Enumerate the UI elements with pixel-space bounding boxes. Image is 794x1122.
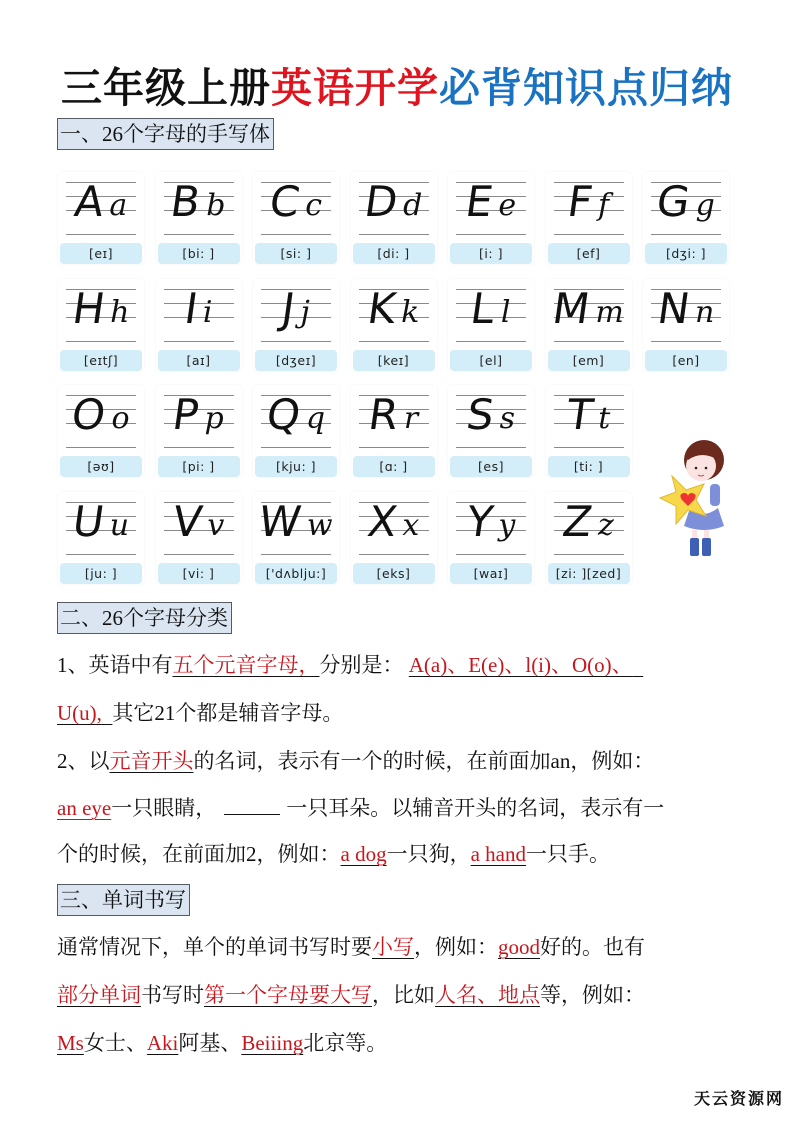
uppercase-letter: P bbox=[169, 390, 203, 439]
uppercase-letter: A bbox=[71, 177, 107, 226]
letter-card-z bbox=[546, 492, 632, 584]
phonetic-label: [dʒi: ] bbox=[645, 243, 727, 264]
letter-glyph bbox=[64, 497, 138, 546]
phonetic-label: [keɪ] bbox=[353, 350, 435, 371]
letter-glyph bbox=[649, 177, 723, 226]
ww-names-places: 人名、地点 bbox=[435, 983, 540, 1007]
uppercase-letter: L bbox=[468, 284, 499, 333]
letter-card-e bbox=[448, 172, 534, 264]
item2-vowel-start: 元音开头 bbox=[109, 749, 194, 773]
uppercase-letter: E bbox=[462, 177, 496, 226]
letter-glyph bbox=[259, 177, 333, 226]
phonetic-label: [ti: ] bbox=[548, 456, 630, 477]
ww-l2-t2: ，比如 bbox=[372, 983, 435, 1007]
uppercase-letter: B bbox=[168, 177, 204, 226]
letter-card-o bbox=[58, 385, 144, 477]
uppercase-letter: N bbox=[654, 284, 693, 333]
phonetic-label: [zi: ][zed] bbox=[548, 563, 630, 584]
uppercase-letter: K bbox=[364, 284, 399, 333]
uppercase-letter: Q bbox=[263, 390, 304, 439]
letter-glyph bbox=[454, 177, 528, 226]
lowercase-letter: b bbox=[206, 188, 226, 223]
ww-l3-t1: 女士、 bbox=[83, 1031, 147, 1055]
letter-glyph bbox=[549, 284, 626, 333]
title-part-red: 英语开学 bbox=[271, 64, 439, 112]
letter-card-j bbox=[253, 279, 339, 371]
letter-glyph bbox=[64, 177, 138, 226]
phonetic-label: [ef] bbox=[548, 243, 630, 264]
letter-card-h bbox=[58, 279, 144, 371]
section-heading-handwriting: 一、26个字母的手写体 bbox=[57, 118, 274, 150]
letter-glyph bbox=[357, 177, 431, 226]
classification-item-1-line-1 bbox=[57, 641, 747, 689]
letter-glyph bbox=[357, 497, 431, 546]
item2-prefix: 2、以 bbox=[57, 749, 110, 773]
uppercase-letter: V bbox=[169, 497, 205, 546]
ww-some-words: 部分单词 bbox=[57, 983, 141, 1007]
letter-glyph bbox=[357, 390, 431, 439]
lowercase-letter: m bbox=[595, 295, 624, 330]
phonetic-label: [vi: ] bbox=[158, 563, 240, 584]
page-title bbox=[0, 60, 794, 116]
lowercase-letter: p bbox=[204, 401, 224, 436]
phonetic-label: [kju: ] bbox=[255, 456, 337, 477]
classification-item-2-line-1 bbox=[57, 737, 747, 785]
item2-text4: 个的时候，在前面加2，例如： bbox=[57, 842, 341, 866]
letter-card-a bbox=[58, 172, 144, 264]
phonetic-label: [em] bbox=[548, 350, 630, 371]
lowercase-letter: w bbox=[306, 508, 333, 543]
letter-card-t bbox=[546, 385, 632, 477]
letter-card-i bbox=[156, 279, 242, 371]
uppercase-letter: M bbox=[549, 284, 593, 333]
lowercase-letter: a bbox=[109, 188, 128, 223]
letter-card-g bbox=[643, 172, 729, 264]
phonetic-label: [es] bbox=[450, 456, 532, 477]
item1-suffix: 其它21个都是辅音字母。 bbox=[112, 701, 344, 725]
letter-glyph bbox=[552, 497, 626, 546]
item2-text5: 一只狗， bbox=[386, 842, 471, 866]
phonetic-label: [eɪtʃ] bbox=[60, 350, 142, 371]
phonetic-label: [si: ] bbox=[255, 243, 337, 264]
letter-glyph bbox=[162, 390, 236, 439]
letter-card-n bbox=[643, 279, 729, 371]
uppercase-letter: O bbox=[69, 390, 110, 439]
phonetic-label: [bi: ] bbox=[158, 243, 240, 264]
lowercase-letter: u bbox=[109, 508, 130, 543]
example-aki: Aki bbox=[146, 1031, 179, 1055]
item1-vowel-list: A(a)、E(e)、l(i)、O(o)、 bbox=[408, 653, 633, 677]
ww-lowercase: 小写 bbox=[372, 935, 414, 959]
example-good: good bbox=[498, 935, 540, 959]
lowercase-letter: y bbox=[498, 508, 516, 543]
section-heading-word-writing: 三、单词书写 bbox=[57, 884, 190, 916]
word-writing-line-3 bbox=[57, 1019, 747, 1067]
classification-item-2-line-3 bbox=[57, 830, 747, 878]
lowercase-letter: n bbox=[695, 295, 715, 330]
letter-glyph bbox=[162, 284, 236, 333]
ww-l3-t3: 北京等。 bbox=[303, 1031, 388, 1055]
lowercase-letter: q bbox=[305, 401, 326, 436]
example-ms: Ms bbox=[57, 1031, 84, 1055]
uppercase-letter: F bbox=[564, 177, 596, 226]
ww-l2-t1: 书写时 bbox=[141, 983, 204, 1007]
letter-glyph bbox=[162, 177, 236, 226]
letter-card-k bbox=[351, 279, 437, 371]
uppercase-letter: U bbox=[69, 497, 108, 546]
letter-card-c bbox=[253, 172, 339, 264]
lowercase-letter: h bbox=[110, 295, 130, 330]
item1-vowel-list-end: U(u), bbox=[57, 701, 102, 725]
phonetic-label: [eɪ] bbox=[60, 243, 142, 264]
uppercase-letter: X bbox=[364, 497, 400, 546]
item2-text2: 一只眼睛， bbox=[111, 796, 217, 820]
letter-card-d bbox=[351, 172, 437, 264]
letter-card-f bbox=[546, 172, 632, 264]
ww-l3-t2: 阿基、 bbox=[178, 1031, 242, 1055]
phonetic-label: [ɑ: ] bbox=[353, 456, 435, 477]
letter-card-q bbox=[253, 385, 339, 477]
example-a-hand: a hand bbox=[470, 842, 526, 866]
letter-card-s bbox=[448, 385, 534, 477]
letter-card-m bbox=[546, 279, 632, 371]
lowercase-letter: i bbox=[202, 295, 213, 330]
letter-glyph bbox=[454, 284, 528, 333]
uppercase-letter: W bbox=[256, 497, 305, 546]
example-beijing: Beiiing bbox=[241, 1031, 304, 1055]
letter-glyph bbox=[454, 390, 528, 439]
letter-card-p bbox=[156, 385, 242, 477]
phonetic-label: [ju: ] bbox=[60, 563, 142, 584]
item2-text6: 一只手。 bbox=[525, 842, 610, 866]
uppercase-letter: G bbox=[653, 177, 694, 226]
example-an-eye: an eye bbox=[57, 796, 112, 820]
word-writing-line-1 bbox=[57, 923, 747, 971]
letter-glyph bbox=[454, 497, 528, 546]
lowercase-letter: g bbox=[695, 188, 715, 223]
girl-holding-star-illustration bbox=[652, 430, 742, 558]
letter-card-w bbox=[253, 492, 339, 584]
lowercase-letter: r bbox=[403, 401, 419, 436]
lowercase-letter: o bbox=[111, 401, 130, 436]
letter-glyph bbox=[552, 177, 626, 226]
ww-l2-t3: 等，例如： bbox=[540, 983, 645, 1007]
letter-card-b bbox=[156, 172, 242, 264]
letter-card-x bbox=[351, 492, 437, 584]
phonetic-label: [eks] bbox=[353, 563, 435, 584]
lowercase-letter: e bbox=[498, 188, 517, 223]
lowercase-letter: x bbox=[402, 508, 420, 543]
phonetic-label: [aɪ] bbox=[158, 350, 240, 371]
lowercase-letter: k bbox=[401, 295, 420, 330]
phonetic-label: [en] bbox=[645, 350, 727, 371]
lowercase-letter: s bbox=[499, 401, 516, 436]
ww-l1-t1: 通常情况下，单个的单词书写时要 bbox=[57, 935, 372, 959]
item1-middle: 分别是： bbox=[319, 653, 404, 677]
item2-text1: 的名词，表示有一个的时候，在前面加an，例如： bbox=[193, 749, 655, 773]
word-writing-line-2 bbox=[57, 971, 747, 1019]
classification-item-2-line-2 bbox=[57, 784, 747, 832]
phonetic-label: [dʒeɪ] bbox=[255, 350, 337, 371]
lowercase-letter: f bbox=[598, 188, 610, 223]
letter-glyph bbox=[649, 284, 723, 333]
title-part-black: 三年级上册 bbox=[61, 64, 271, 112]
phonetic-label: [pi: ] bbox=[158, 456, 240, 477]
item2-text3: 一只耳朵。以辅音开头的名词，表示有一 bbox=[286, 796, 665, 820]
lowercase-letter: l bbox=[500, 295, 511, 330]
lowercase-letter: d bbox=[403, 188, 423, 223]
example-a-dog: a dog bbox=[340, 842, 387, 866]
letter-glyph bbox=[64, 284, 138, 333]
letter-card-u bbox=[58, 492, 144, 584]
letter-card-r bbox=[351, 385, 437, 477]
ww-l1-t3: 好的。也有 bbox=[540, 935, 645, 959]
ww-l1-t2: ，例如： bbox=[414, 935, 498, 959]
uppercase-letter: S bbox=[463, 390, 498, 439]
uppercase-letter: T bbox=[563, 390, 596, 439]
uppercase-letter: I bbox=[181, 284, 201, 333]
letter-card-v bbox=[156, 492, 242, 584]
letter-glyph bbox=[162, 497, 236, 546]
phonetic-label: [waɪ] bbox=[450, 563, 532, 584]
lowercase-letter: j bbox=[300, 295, 310, 330]
letter-card-y bbox=[448, 492, 534, 584]
uppercase-letter: D bbox=[361, 177, 401, 226]
section-heading-classification: 二、26个字母分类 bbox=[57, 602, 232, 634]
classification-item-1-line-2 bbox=[57, 689, 747, 737]
lowercase-letter: z bbox=[597, 508, 614, 543]
uppercase-letter: H bbox=[69, 284, 108, 333]
letter-glyph bbox=[256, 497, 333, 546]
letter-glyph bbox=[552, 390, 626, 439]
fill-in-blank[interactable] bbox=[224, 799, 280, 815]
uppercase-letter: Z bbox=[559, 497, 596, 546]
uppercase-letter: J bbox=[278, 284, 299, 333]
watermark: 天云资源网 bbox=[693, 1089, 784, 1108]
uppercase-letter: Y bbox=[463, 497, 496, 546]
phonetic-label: [əʊ] bbox=[60, 456, 142, 477]
item1-vowel-count: 五个元音字母， bbox=[172, 653, 320, 677]
phonetic-label: [di: ] bbox=[353, 243, 435, 264]
item1-prefix: 1、英语中有 bbox=[57, 653, 173, 677]
uppercase-letter: R bbox=[365, 390, 402, 439]
phonetic-label: ['dʌblju:] bbox=[255, 563, 337, 584]
phonetic-label: [i: ] bbox=[450, 243, 532, 264]
title-part-blue: 必背知识点归纳 bbox=[439, 64, 733, 112]
lowercase-letter: t bbox=[598, 401, 611, 436]
letter-glyph bbox=[259, 390, 333, 439]
lowercase-letter: c bbox=[305, 188, 323, 223]
phonetic-label: [el] bbox=[450, 350, 532, 371]
lowercase-letter: v bbox=[207, 508, 225, 543]
ww-capitalize-first: 第一个字母要大写 bbox=[204, 983, 372, 1007]
uppercase-letter: C bbox=[266, 177, 303, 226]
letter-glyph bbox=[259, 284, 333, 333]
letter-glyph bbox=[64, 390, 138, 439]
letter-card-l bbox=[448, 279, 534, 371]
letter-glyph bbox=[357, 284, 431, 333]
